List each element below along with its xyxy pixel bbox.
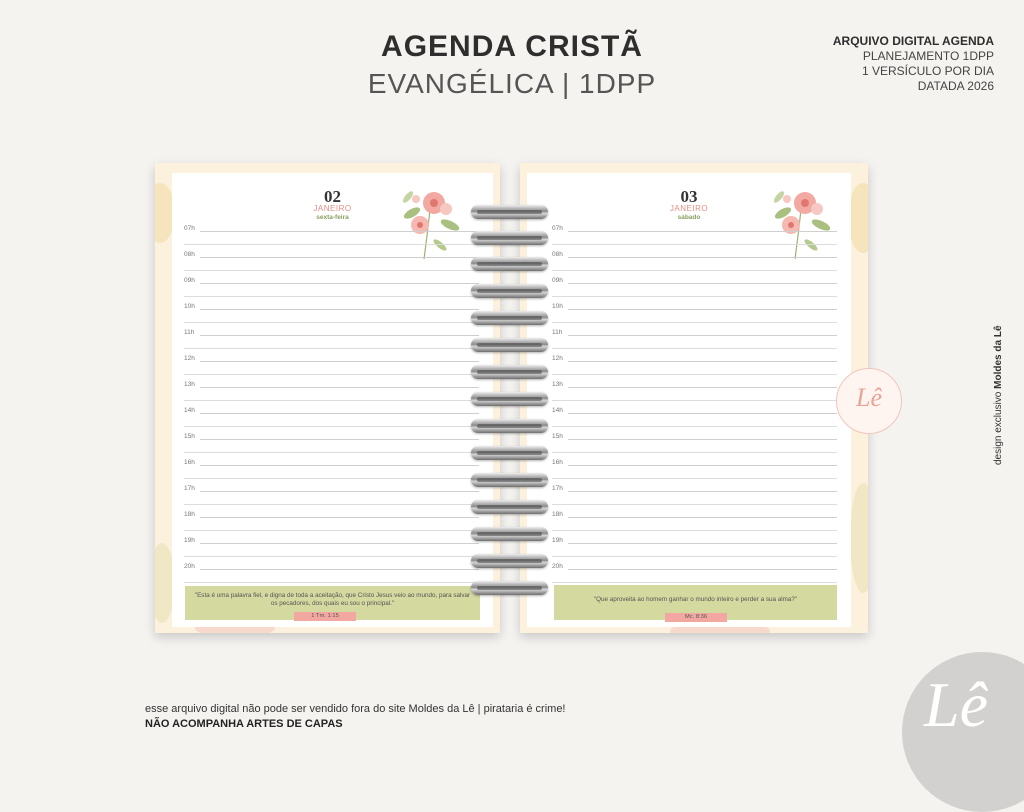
spiral-ring-icon: [471, 554, 548, 568]
writing-line: [200, 517, 479, 518]
writing-line: [568, 361, 837, 362]
hour-label: 15h: [184, 433, 195, 440]
spiral-ring-icon: [471, 284, 548, 298]
hour-label: 12h: [184, 355, 195, 362]
spiral-ring-icon: [471, 311, 548, 325]
page-title: AGENDA CRISTÃ: [381, 30, 643, 63]
product-info: [833, 34, 994, 94]
page-subtitle: EVANGÉLICA | 1DPP: [367, 68, 657, 99]
hour-label: 19h: [184, 537, 195, 544]
brand-logo: [902, 652, 1024, 812]
writing-line: [200, 335, 479, 336]
verse-text: "Que aproveita ao homem ganhar o mundo inteiro e perder a sua alma?": [593, 596, 798, 603]
stamp-text: Lê: [856, 383, 882, 412]
writing-line: [200, 413, 479, 414]
writing-line: [568, 283, 837, 284]
hour-label: 17h: [552, 485, 563, 492]
logo-text: Lê: [924, 669, 988, 740]
spiral-ring-icon: [471, 231, 548, 245]
writing-line: [200, 309, 479, 310]
hour-label: 14h: [184, 407, 195, 414]
footer-warning: NÃO ACOMPANHA ARTES DE CAPAS: [145, 718, 343, 730]
hour-label: 18h: [552, 511, 563, 518]
flower-bouquet-icon: [394, 179, 466, 261]
writing-line: [200, 465, 479, 466]
writing-line: [184, 504, 479, 505]
hour-label: 20h: [184, 563, 195, 570]
stamp-logo-icon: [836, 368, 902, 434]
writing-line: [568, 491, 837, 492]
weekday-label: sexta-feira: [316, 214, 349, 221]
info-line-2: PLANEJAMENTO 1DPP: [862, 49, 994, 63]
writing-line: [200, 361, 479, 362]
verse-box: [554, 585, 837, 620]
hour-label: 19h: [552, 537, 563, 544]
writing-line: [184, 400, 479, 401]
spiral-ring-icon: [471, 500, 548, 514]
hour-label: 07h: [552, 225, 563, 232]
writing-line: [184, 478, 479, 479]
writing-line: [568, 257, 837, 258]
writing-line: [568, 413, 837, 414]
flower-bouquet-icon: [765, 179, 837, 261]
right-planner-page: [527, 173, 851, 627]
writing-line: [552, 582, 837, 583]
info-line-1: ARQUIVO DIGITAL AGENDA: [832, 34, 994, 48]
hour-label: 17h: [184, 485, 195, 492]
writing-line: [552, 348, 837, 349]
writing-line: [552, 374, 837, 375]
writing-line: [552, 426, 837, 427]
hour-label: 13h: [552, 381, 563, 388]
hour-label: 07h: [184, 225, 195, 232]
verse-text: "Esta é uma palavra fiel, e digna de toda a aceitação, que Cristo Jesus veio ao mundo, para salvar os pecadores, dos quais eu sou o principal.": [194, 592, 471, 607]
writing-line: [200, 439, 479, 440]
hour-label: 18h: [184, 511, 195, 518]
verse-reference: 1 Tm. 1:15: [294, 612, 356, 621]
right-page-border: [520, 163, 868, 633]
credit-brand: Moldes da Lê: [993, 325, 1004, 389]
writing-line: [200, 543, 479, 544]
left-planner-page: [172, 173, 493, 627]
left-page-border: [155, 163, 500, 633]
writing-line: [184, 296, 479, 297]
hour-label: 09h: [552, 277, 563, 284]
writing-line: [568, 517, 837, 518]
spiral-ring-icon: [471, 365, 548, 379]
day-number: 03: [680, 187, 698, 206]
month-label: JANEIRO: [313, 204, 352, 213]
hour-label: 10h: [552, 303, 563, 310]
writing-line: [184, 582, 479, 583]
hour-label: 10h: [184, 303, 195, 310]
spiral-ring-icon: [471, 392, 548, 406]
writing-line: [568, 309, 837, 310]
writing-line: [552, 530, 837, 531]
hour-label: 20h: [552, 563, 563, 570]
writing-line: [568, 543, 837, 544]
writing-line: [184, 244, 479, 245]
footer-notice: esse arquivo digital não pode ser vendido fora do site Moldes da Lê | pirataria é crime!: [145, 703, 566, 715]
writing-line: [568, 465, 837, 466]
spiral-ring-icon: [471, 446, 548, 460]
floral-decoration: [850, 483, 868, 593]
info-line-3: 1 VERSÍCULO POR DIA: [861, 64, 994, 78]
spiral-ring-icon: [471, 419, 548, 433]
writing-line: [184, 270, 479, 271]
hour-label: 08h: [184, 251, 195, 258]
writing-line: [200, 257, 479, 258]
verse-box: [185, 586, 480, 620]
writing-line: [184, 426, 479, 427]
writing-line: [552, 504, 837, 505]
writing-line: [552, 452, 837, 453]
day-number: 02: [324, 187, 341, 206]
writing-line: [184, 348, 479, 349]
hour-label: 16h: [184, 459, 195, 466]
writing-line: [552, 296, 837, 297]
hour-label: 08h: [552, 251, 563, 258]
writing-line: [200, 387, 479, 388]
hour-label: 13h: [184, 381, 195, 388]
spiral-ring-icon: [471, 473, 548, 487]
info-line-4: DATADA 2026: [917, 79, 994, 93]
writing-line: [184, 374, 479, 375]
writing-line: [568, 569, 837, 570]
writing-line: [552, 556, 837, 557]
verse-reference: Mc. 8:36: [665, 613, 727, 622]
writing-line: [200, 231, 479, 232]
hour-label: 15h: [552, 433, 563, 440]
writing-line: [568, 335, 837, 336]
writing-line: [184, 556, 479, 557]
hour-label: 11h: [552, 329, 563, 336]
writing-line: [552, 478, 837, 479]
month-label: JANEIRO: [669, 204, 709, 213]
writing-line: [184, 322, 479, 323]
hour-label: 09h: [184, 277, 195, 284]
spiral-ring-icon: [471, 527, 548, 541]
credit-prefix: design exclusivo: [993, 388, 1004, 465]
writing-line: [200, 283, 479, 284]
writing-line: [568, 439, 837, 440]
spiral-ring-icon: [471, 581, 548, 595]
vertical-credit: [993, 325, 1004, 465]
hour-label: 16h: [552, 459, 563, 466]
writing-line: [184, 452, 479, 453]
hour-label: 14h: [552, 407, 563, 414]
writing-line: [552, 244, 837, 245]
writing-line: [552, 400, 837, 401]
spiral-ring-icon: [471, 257, 548, 271]
writing-line: [568, 387, 837, 388]
spiral-ring-icon: [471, 205, 548, 219]
hour-label: 11h: [184, 329, 195, 336]
spiral-ring-icon: [471, 338, 548, 352]
writing-line: [568, 231, 837, 232]
hour-label: 12h: [552, 355, 563, 362]
writing-line: [200, 491, 479, 492]
floral-decoration: [848, 183, 868, 253]
writing-line: [552, 322, 837, 323]
writing-line: [552, 270, 837, 271]
weekday-label: sábado: [677, 214, 701, 221]
writing-line: [200, 569, 479, 570]
writing-line: [184, 530, 479, 531]
